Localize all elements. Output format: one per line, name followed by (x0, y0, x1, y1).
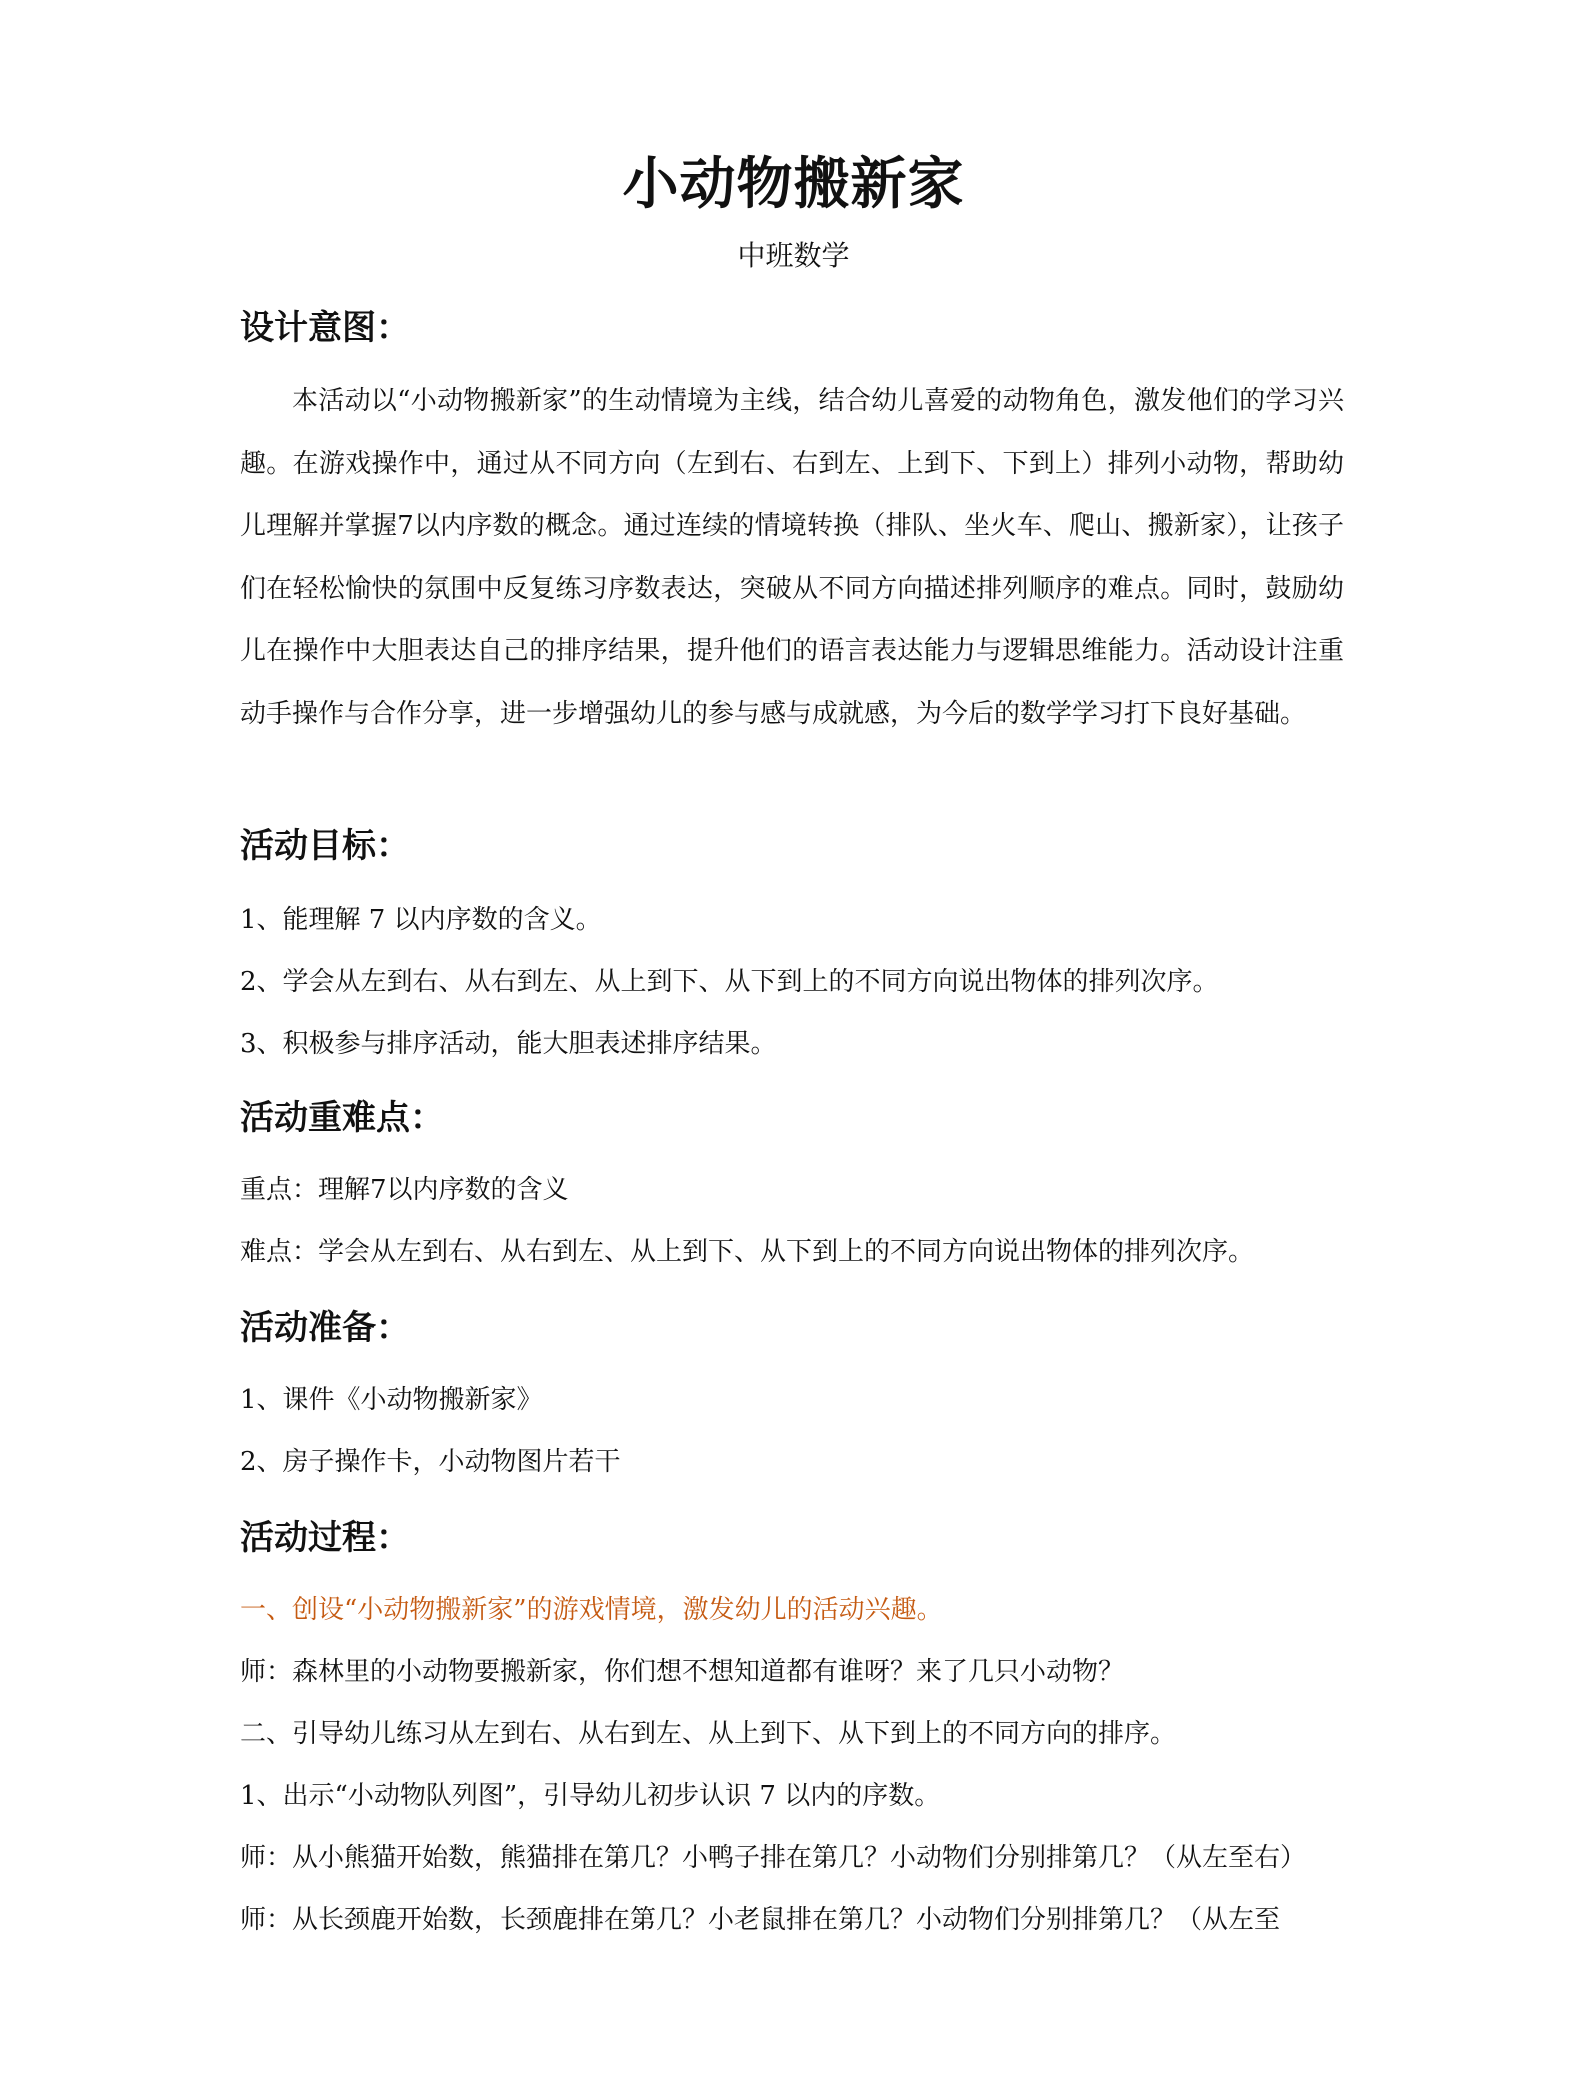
process-line: 师：从小熊猫开始数，熊猫排在第几？小鸭子排在第几？小动物们分别排第几？（从左至右） (240, 1843, 1307, 1873)
heading-key-points: 活动重难点： (240, 1098, 444, 1138)
document-subtitle: 中班数学 (737, 239, 850, 272)
process-step-two-title: 二、引导幼儿练习从左到右、从右到左、从上到下、从下到上的不同方向的排序。 (240, 1719, 1177, 1749)
key-point-item: 重点：理解7以内序数的含义 (240, 1175, 569, 1205)
heading-goals: 活动目标： (240, 826, 410, 866)
preparation-item: 1、课件《小动物搬新家》 (240, 1385, 543, 1415)
goal-item: 1、能理解 7 以内序数的含义。 (240, 905, 602, 935)
process-line: 师：从长颈鹿开始数，长颈鹿排在第几？小老鼠排在第几？小动物们分别排第几？（从左至 (240, 1905, 1281, 1935)
heading-preparation: 活动准备： (240, 1308, 410, 1348)
process-step-one-title: 一、创设“小动物搬新家”的游戏情境，激发幼儿的活动兴趣。 (240, 1595, 943, 1625)
goal-item: 3、积极参与排序活动，能大胆表述排序结果。 (240, 1029, 777, 1059)
difficulty-item: 难点：学会从左到右、从右到左、从上到下、从下到上的不同方向说出物体的排列次序。 (240, 1237, 1255, 1267)
process-line: 1、出示“小动物队列图”，引导幼儿初步认识 7 以内的序数。 (240, 1781, 941, 1811)
goal-item: 2、学会从左到右、从右到左、从上到下、从下到上的不同方向说出物体的排列次序。 (240, 967, 1219, 997)
preparation-item: 2、房子操作卡，小动物图片若干 (240, 1447, 621, 1477)
heading-design-intent: 设计意图： (240, 308, 410, 348)
heading-process: 活动过程： (240, 1518, 410, 1558)
document-title: 小动物搬新家 (622, 151, 965, 217)
process-line: 师：森林里的小动物要搬新家，你们想不想知道都有谁呀？来了几只小动物？ (240, 1657, 1125, 1687)
design-intent-paragraph: 本活动以“小动物搬新家”的生动情境为主线，结合幼儿喜爱的动物角色，激发他们的学习兴趣。在游戏操作中，通过从不同方向（左到右、右到左、上到下、下到上）排列小动物，帮助幼儿理解并掌握7以内序数的概念。通过连续的情境转换（排队、坐火车、爬山、搬新家），让孩子们在轻松愉快的氛围中反复练习序数表达，突破从不同方向描述排列顺序的难点。同时，鼓励幼儿在操作中大胆表达自己的排序结果，提升他们的语言表达能力与逻辑思维能力。活动设计注重动手操作与合作分享，进一步增强幼儿的参与感与成就感，为今后的数学学习打下良好基础。 (240, 386, 1344, 729)
